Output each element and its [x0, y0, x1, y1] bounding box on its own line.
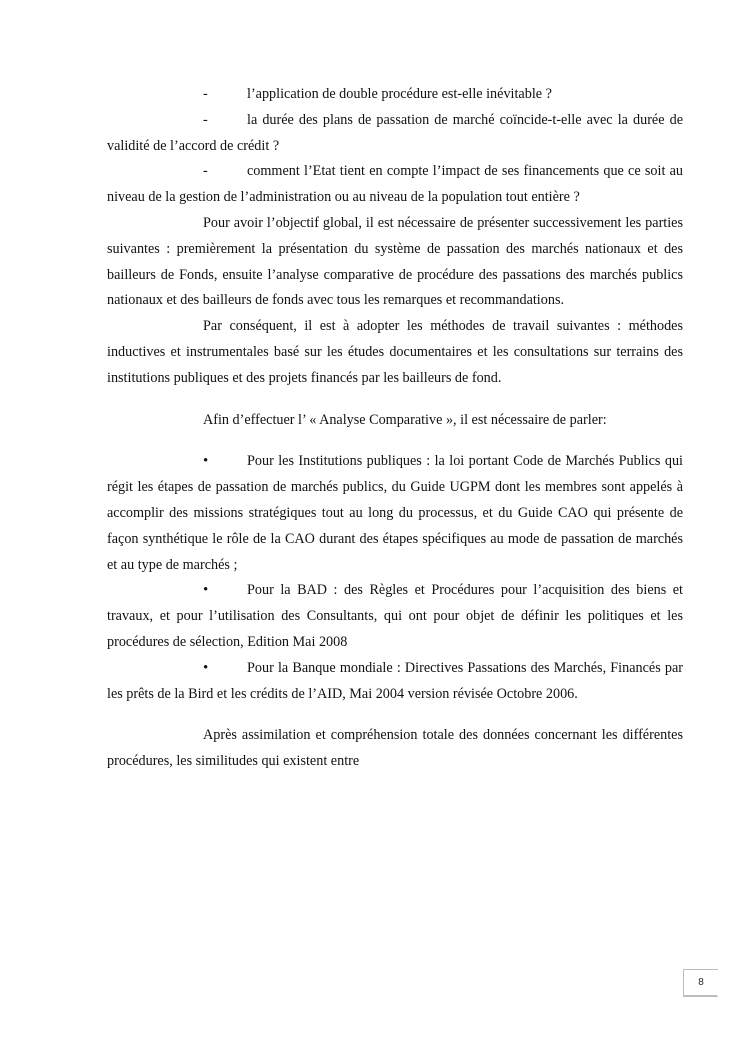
question-item	[107, 159, 683, 211]
paragraph-final: Après assimilation et compréhension totale des données concernant les différentes procédures, les similitudes qui existent entre	[107, 727, 683, 770]
dash-marker: -	[203, 163, 208, 180]
bullet-text: Pour les Institutions publiques : la loi portant Code de Marchés Publics qui régit les étapes de passation de marchés publics, du Guide UGPM dont les membres sont appelés à accomplir des missions stratégiques tout au long du processus, et du Guide CAO qui présente de façon synthétique le rôle de la CAO durant des étapes spécifiques au mode de passation de marchés et au type de marchés ;	[107, 453, 683, 573]
paragraph-methods: Par conséquent, il est à adopter les méthodes de travail suivantes : méthodes inductives et instrumentales basé sur les études documentaires et les consultations sur terrains des institutions publiques et des projets financés par les bailleurs de fond.	[107, 318, 683, 386]
bullet-text: Pour la Banque mondiale : Directives Passations des Marchés, Financés par les prêts de la Bird et les crédits de l’AID, Mai 2004 version révisée Octobre 2006.	[107, 659, 683, 702]
paragraph-objective: Pour avoir l’objectif global, il est nécessaire de présenter successivement les parties suivantes : premièrement la présentation du système de passation des marchés nationaux et des bailleurs de Fonds, ensuite l’analyse comparative de procédure des passations des marchés publics nationaux et des bailleurs de fonds avec tous les remarques et recommandations.	[107, 214, 683, 309]
bullet-item	[107, 656, 683, 708]
question-text: l’application de double procédure est-elle inévitable ?	[247, 86, 552, 102]
bullet-marker: •	[203, 582, 209, 599]
bullet-text: Pour la BAD : des Règles et Procédures pour l’acquisition des biens et travaux, et pour l’utilisation des Consultants, qui ont pour objet de définir les politiques et les procédures de sélection, Edition Mai 2008	[107, 582, 683, 650]
bullet-marker: •	[203, 659, 209, 676]
bullet-item	[107, 578, 683, 655]
bullet-item	[107, 449, 683, 578]
dash-marker: -	[203, 86, 208, 102]
question-item	[107, 82, 683, 108]
question-item	[107, 108, 683, 160]
question-text: comment l’Etat tient en compte l’impact de ses financements que ce soit au niveau de la gestion de l’administration ou au niveau de la population tout entière ?	[107, 163, 683, 206]
dash-marker: -	[203, 111, 208, 128]
page-number: 8	[683, 969, 718, 997]
document-body	[107, 82, 683, 775]
paragraph-analysis: Afin d’effectuer l’ « Analyse Comparative », il est nécessaire de parler:	[203, 411, 607, 428]
question-text: la durée des plans de passation de marché coïncide-t-elle avec la durée de validité de l’accord de crédit ?	[107, 111, 683, 154]
bullet-marker: •	[203, 453, 209, 470]
page-number-border	[683, 995, 717, 996]
